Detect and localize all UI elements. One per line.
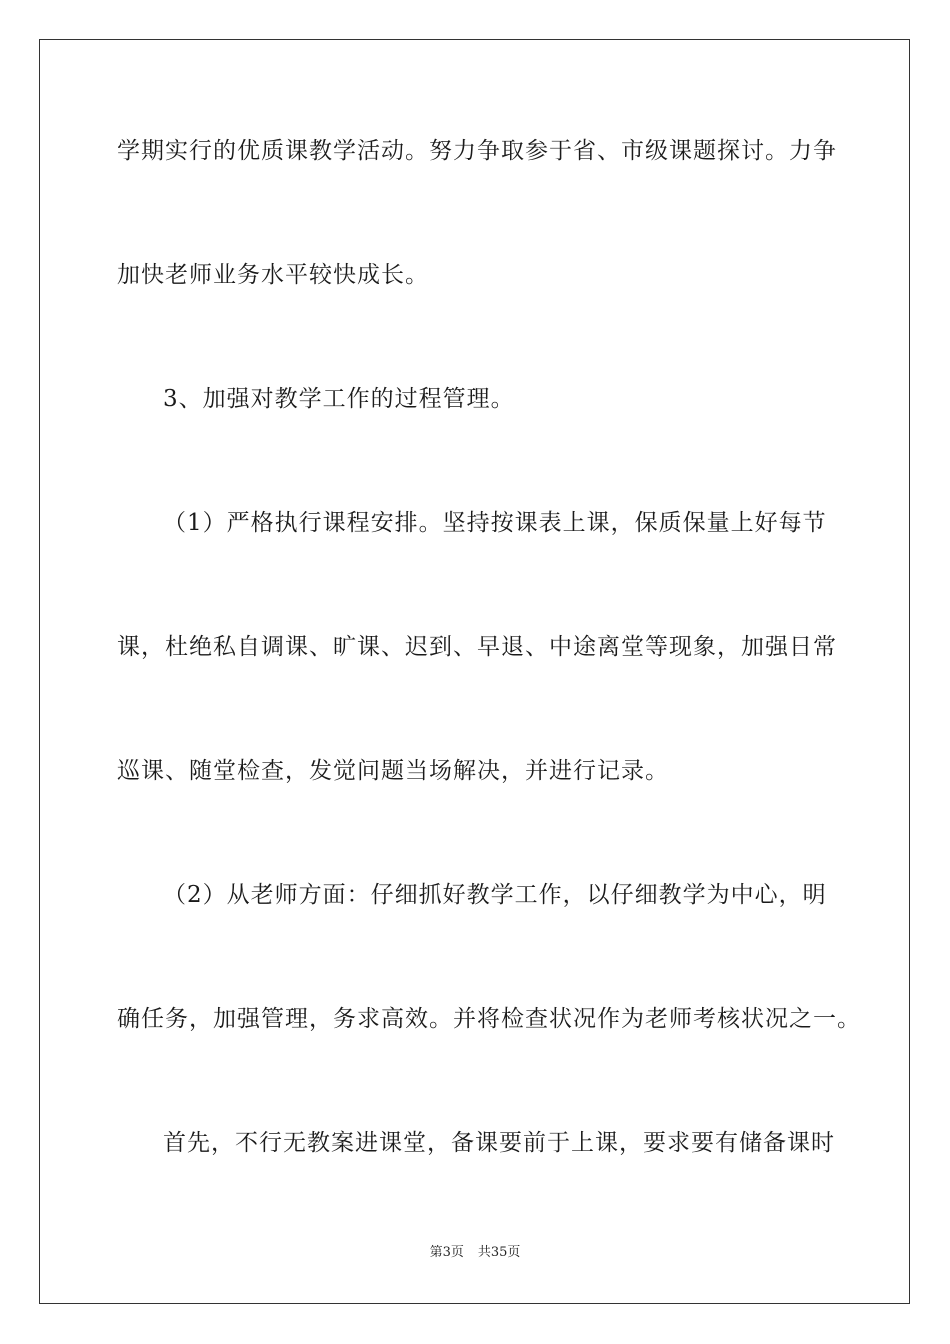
page-number: 第3页 [429, 1245, 464, 1260]
paragraph-start: （2）从老师方面：仔细抓好教学工作，以仔细教学为中心，明 [163, 882, 827, 908]
section-heading: 3、加强对教学工作的过程管理。 [163, 386, 515, 412]
body-text-line: 确任务，加强管理，务求高效。并将检查状况作为老师考核状况之一。 [117, 1006, 861, 1032]
page-border [39, 39, 910, 1304]
body-text-line: 学期实行的优质课教学活动。努力争取参于省、市级课题探讨。力争 [117, 138, 837, 164]
body-text-line: 加快老师业务水平较快成长。 [117, 262, 429, 288]
body-text-line: 课，杜绝私自调课、旷课、迟到、早退、中途离堂等现象，加强日常 [117, 634, 837, 660]
page-footer [0, 1244, 950, 1262]
paragraph-start: 首先，不行无教案进课堂，备课要前于上课，要求要有储备课时 [163, 1130, 835, 1156]
body-text-line: 巡课、随堂检查，发觉问题当场解决，并进行记录。 [117, 758, 669, 784]
paragraph-start: （1）严格执行课程安排。坚持按课表上课，保质保量上好每节 [163, 510, 827, 536]
page-total: 共35页 [477, 1245, 521, 1260]
